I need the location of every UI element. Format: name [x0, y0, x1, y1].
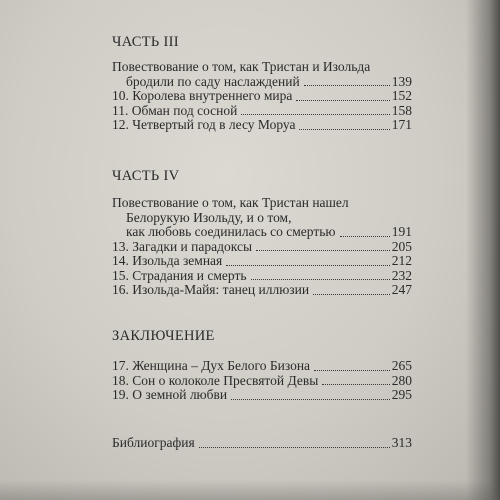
dot-leader — [296, 100, 389, 101]
page-number: 139 — [391, 73, 412, 89]
toc-entry-bibliography — [112, 436, 412, 451]
toc-entry — [112, 118, 412, 133]
part-4-preface-line-1: Повествование о том, как Тристан нашел — [112, 195, 349, 210]
entry-text: 17. Женщина – Дух Белого Бизона — [112, 358, 311, 373]
entry-text: бродили по саду наслаждений — [126, 73, 300, 89]
entry-text: 11. Обман под сосной — [112, 102, 238, 118]
entry-text: 14. Изольда земная — [112, 253, 223, 268]
toc-entry — [112, 388, 412, 403]
toc-entry — [112, 89, 412, 104]
toc-entry — [112, 283, 412, 298]
entry-text: 10. Королева внутреннего мира — [112, 88, 293, 103]
dot-leader — [199, 447, 390, 448]
toc-entry — [112, 269, 412, 284]
part-4-preface-line-2: Белорукую Изольду, и о том, — [126, 209, 292, 225]
part-3-preface-line-1: Повествование о том, как Тристан и Изольда — [112, 59, 371, 74]
dot-leader — [231, 399, 390, 400]
part-3-preface-last — [112, 75, 412, 90]
page-bottom-shadow — [0, 480, 500, 500]
page-number: 313 — [391, 435, 412, 450]
page-number: 247 — [391, 282, 412, 297]
entry-text: 12. Четвертый год в лесу Моруа — [112, 117, 296, 132]
part-4-title: ЧАСТЬ IV — [112, 168, 180, 184]
dot-leader — [340, 236, 390, 237]
toc-entry — [112, 240, 412, 255]
entry-text: 15. Страдания и смерть — [112, 267, 247, 283]
bibliography-section — [112, 436, 412, 451]
page-number: 152 — [391, 88, 412, 103]
page-number: 205 — [391, 238, 412, 254]
dot-leader — [226, 265, 390, 266]
entry-text: 16. Изольда-Майя: танец иллюзии — [112, 282, 310, 297]
dot-leader — [322, 384, 389, 385]
entry-text: 13. Загадки и парадоксы — [112, 238, 253, 254]
entry-text: как любовь соединилась со смертью — [126, 224, 336, 239]
dot-leader — [314, 370, 390, 371]
part-3-title: ЧАСТЬ III — [112, 34, 179, 50]
entry-text: 18. Сон о колоколе Пресвятой Девы — [112, 372, 319, 388]
page-number: 232 — [391, 267, 412, 283]
page-edge-shadow — [466, 0, 500, 500]
page-number: 280 — [391, 372, 412, 388]
entry-text: 19. О земной любви — [112, 387, 228, 402]
dot-leader — [256, 250, 390, 251]
page-number: 158 — [391, 102, 412, 118]
dot-leader — [313, 294, 390, 295]
dot-leader — [304, 85, 390, 86]
toc-entry — [112, 104, 412, 119]
toc-entry — [112, 254, 412, 269]
conclusion-title: ЗАКЛЮЧЕНИЕ — [112, 328, 215, 344]
part-4-section — [112, 168, 412, 298]
page-number: 212 — [391, 253, 412, 268]
entry-text: Библиография — [112, 435, 195, 450]
conclusion-section — [112, 328, 412, 403]
dot-leader — [251, 279, 390, 280]
toc-entry — [112, 359, 412, 374]
toc-entry — [112, 374, 412, 389]
page-number: 295 — [391, 387, 412, 402]
page-number: 171 — [391, 117, 412, 132]
part-4-preface-last — [112, 225, 412, 240]
dot-leader — [241, 114, 389, 115]
dot-leader — [299, 129, 389, 130]
part-3-section — [112, 34, 412, 133]
page-number: 191 — [391, 224, 412, 239]
page-number: 265 — [391, 358, 412, 373]
